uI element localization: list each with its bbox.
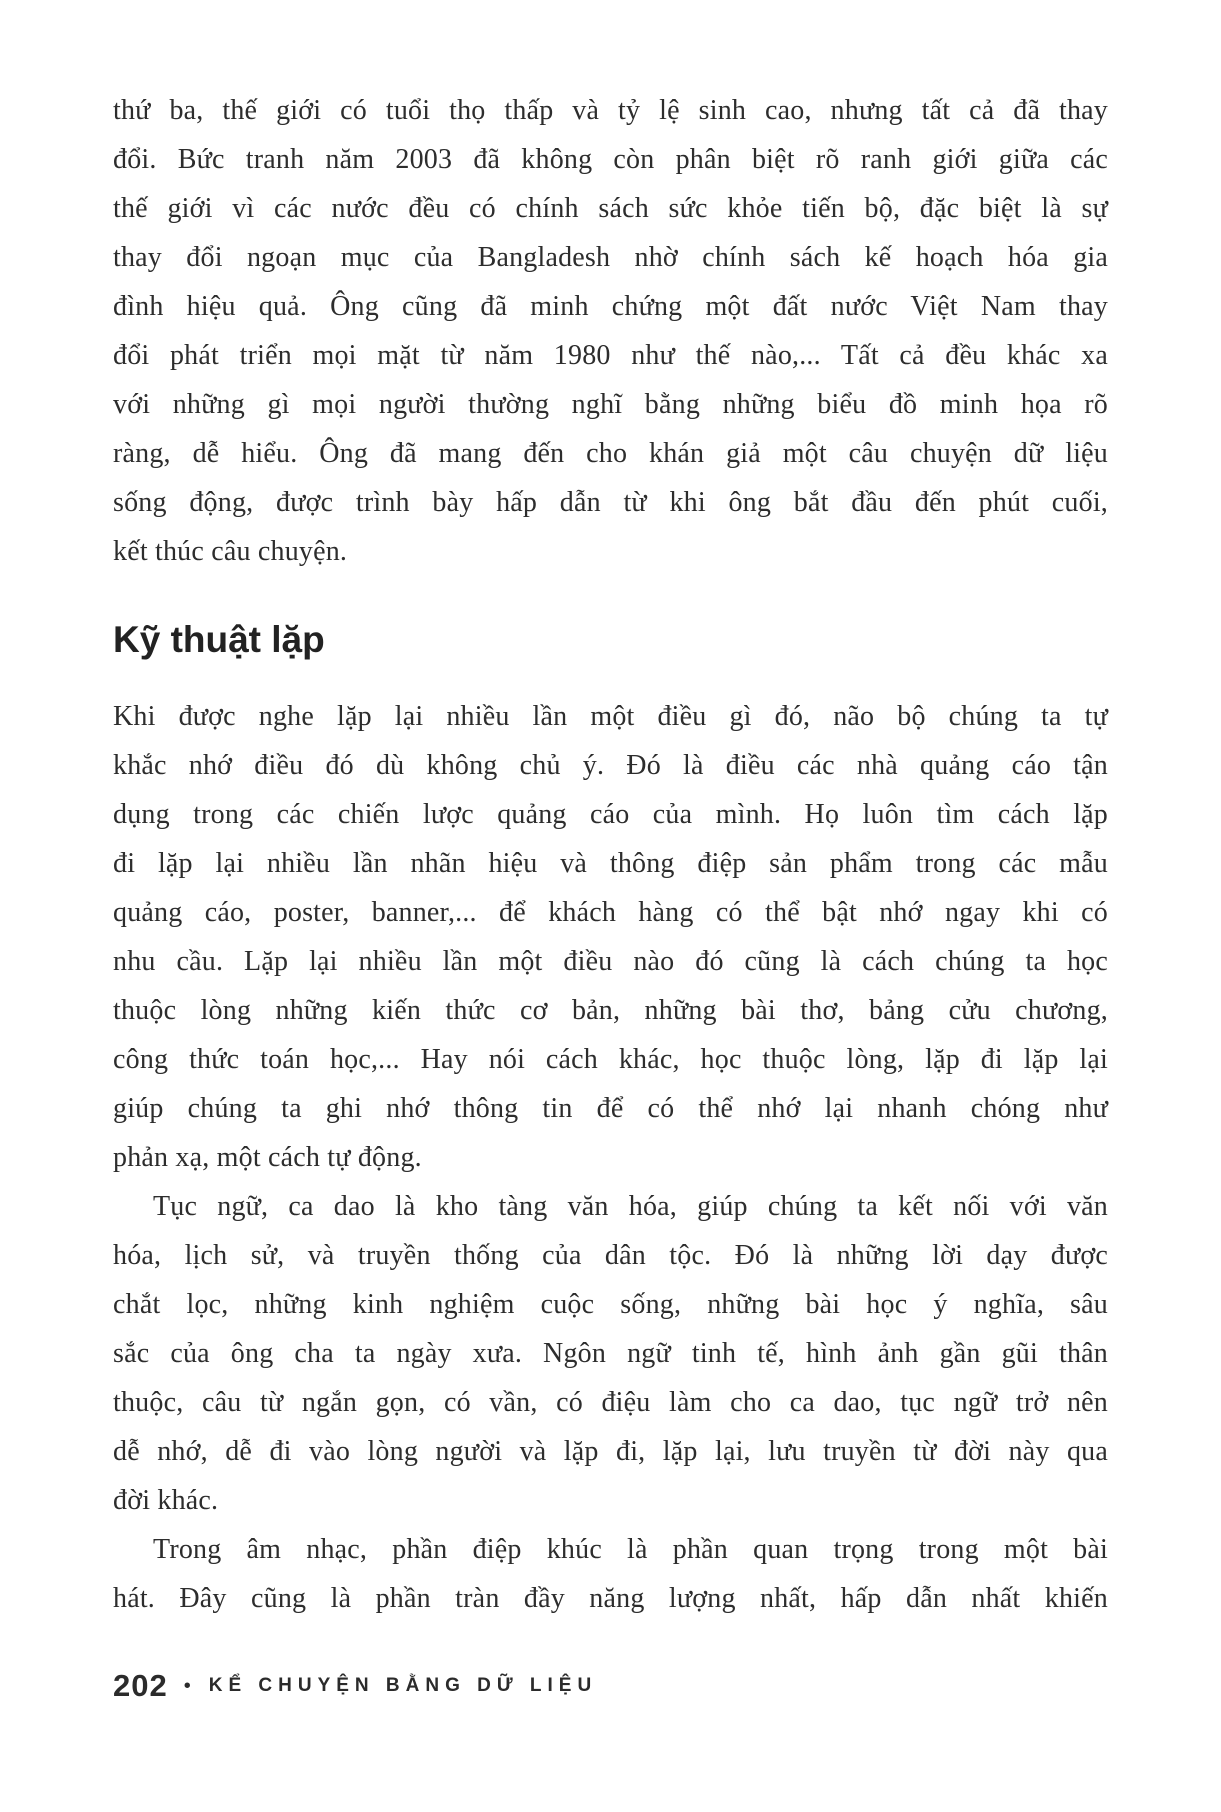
text-line: chắt lọc, những kinh nghiệm cuộc sống, những bài học ý nghĩa, sâu [113,1289,1108,1320]
text-line: đi lặp lại nhiều lần nhãn hiệu và thông điệp sản phẩm trong các mẫu [113,848,1108,879]
text-line: dụng trong các chiến lược quảng cáo của mình. Họ luôn tìm cách lặp [113,799,1108,830]
text-line: thứ ba, thế giới có tuổi thọ thấp và tỷ lệ sinh cao, nhưng tất cả đã thay [113,95,1108,126]
text-line: đổi. Bức tranh năm 2003 đã không còn phân biệt rõ ranh giới giữa các [113,144,1108,175]
text-line: thế giới vì các nước đều có chính sách sức khỏe tiến bộ, đặc biệt là sự [113,193,1108,224]
text-line: phản xạ, một cách tự động. [113,1142,422,1173]
paragraph [113,1182,1108,1525]
text-line: quảng cáo, poster, banner,... để khách hàng có thể bật nhớ ngay khi có [113,897,1108,928]
text-line: hát. Đây cũng là phần tràn đầy năng lượng nhất, hấp dẫn nhất khiến [113,1583,1108,1614]
text-line: nhu cầu. Lặp lại nhiều lần một điều nào đó cũng là cách chúng ta học [113,946,1108,977]
text-line: sống động, được trình bày hấp dẫn từ khi ông bắt đầu đến phút cuối, [113,487,1108,518]
text-line: giúp chúng ta ghi nhớ thông tin để có thể nhớ lại nhanh chóng như [113,1093,1108,1124]
text-line: đổi phát triển mọi mặt từ năm 1980 như thế nào,... Tất cả đều khác xa [113,340,1108,371]
text-line: thuộc, câu từ ngắn gọn, có vần, có điệu làm cho ca dao, tục ngữ trở nên [113,1387,1108,1418]
text-line: Tục ngữ, ca dao là kho tàng văn hóa, giúp chúng ta kết nối với văn [153,1191,1108,1222]
text-line: thuộc lòng những kiến thức cơ bản, những bài thơ, bảng cửu chương, [113,995,1108,1026]
text-line: ràng, dễ hiểu. Ông đã mang đến cho khán giả một câu chuyện dữ liệu [113,438,1108,469]
text-line: với những gì mọi người thường nghĩ bằng những biểu đồ minh họa rõ [113,389,1108,420]
page-number: 202 [113,1668,168,1703]
text-line: kết thúc câu chuyện. [113,536,348,567]
paragraph [113,692,1108,1182]
text-line: sắc của ông cha ta ngày xưa. Ngôn ngữ tinh tế, hình ảnh gần gũi thân [113,1338,1108,1369]
page-footer [113,1668,597,1704]
page-content [113,86,1108,1623]
text-line: thay đổi ngoạn mục của Bangladesh nhờ chính sách kế hoạch hóa gia [113,242,1108,273]
text-line: công thức toán học,... Hay nói cách khác, học thuộc lòng, lặp đi lặp lại [113,1044,1108,1075]
section-heading: Kỹ thuật lặp [113,619,325,660]
text-line: đình hiệu quả. Ông cũng đã minh chứng một đất nước Việt Nam thay [113,291,1108,322]
text-line: Khi được nghe lặp lại nhiều lần một điều gì đó, não bộ chúng ta tự [113,701,1108,732]
text-line: hóa, lịch sử, và truyền thống của dân tộc. Đó là những lời dạy được [113,1240,1108,1271]
paragraph [113,1525,1108,1623]
paragraph [113,86,1108,576]
text-line: khắc nhớ điều đó dù không chủ ý. Đó là điều các nhà quảng cáo tận [113,750,1108,781]
footer-bullet-icon: • [183,1674,191,1697]
text-line: đời khác. [113,1485,219,1516]
text-line: dễ nhớ, dễ đi vào lòng người và lặp đi, lặp lại, lưu truyền từ đời này qua [113,1436,1108,1467]
text-line: Trong âm nhạc, phần điệp khúc là phần quan trọng trong một bài [153,1534,1108,1565]
footer-book-title: KỂ CHUYỆN BẰNG DỮ LIỆU [208,1675,598,1696]
